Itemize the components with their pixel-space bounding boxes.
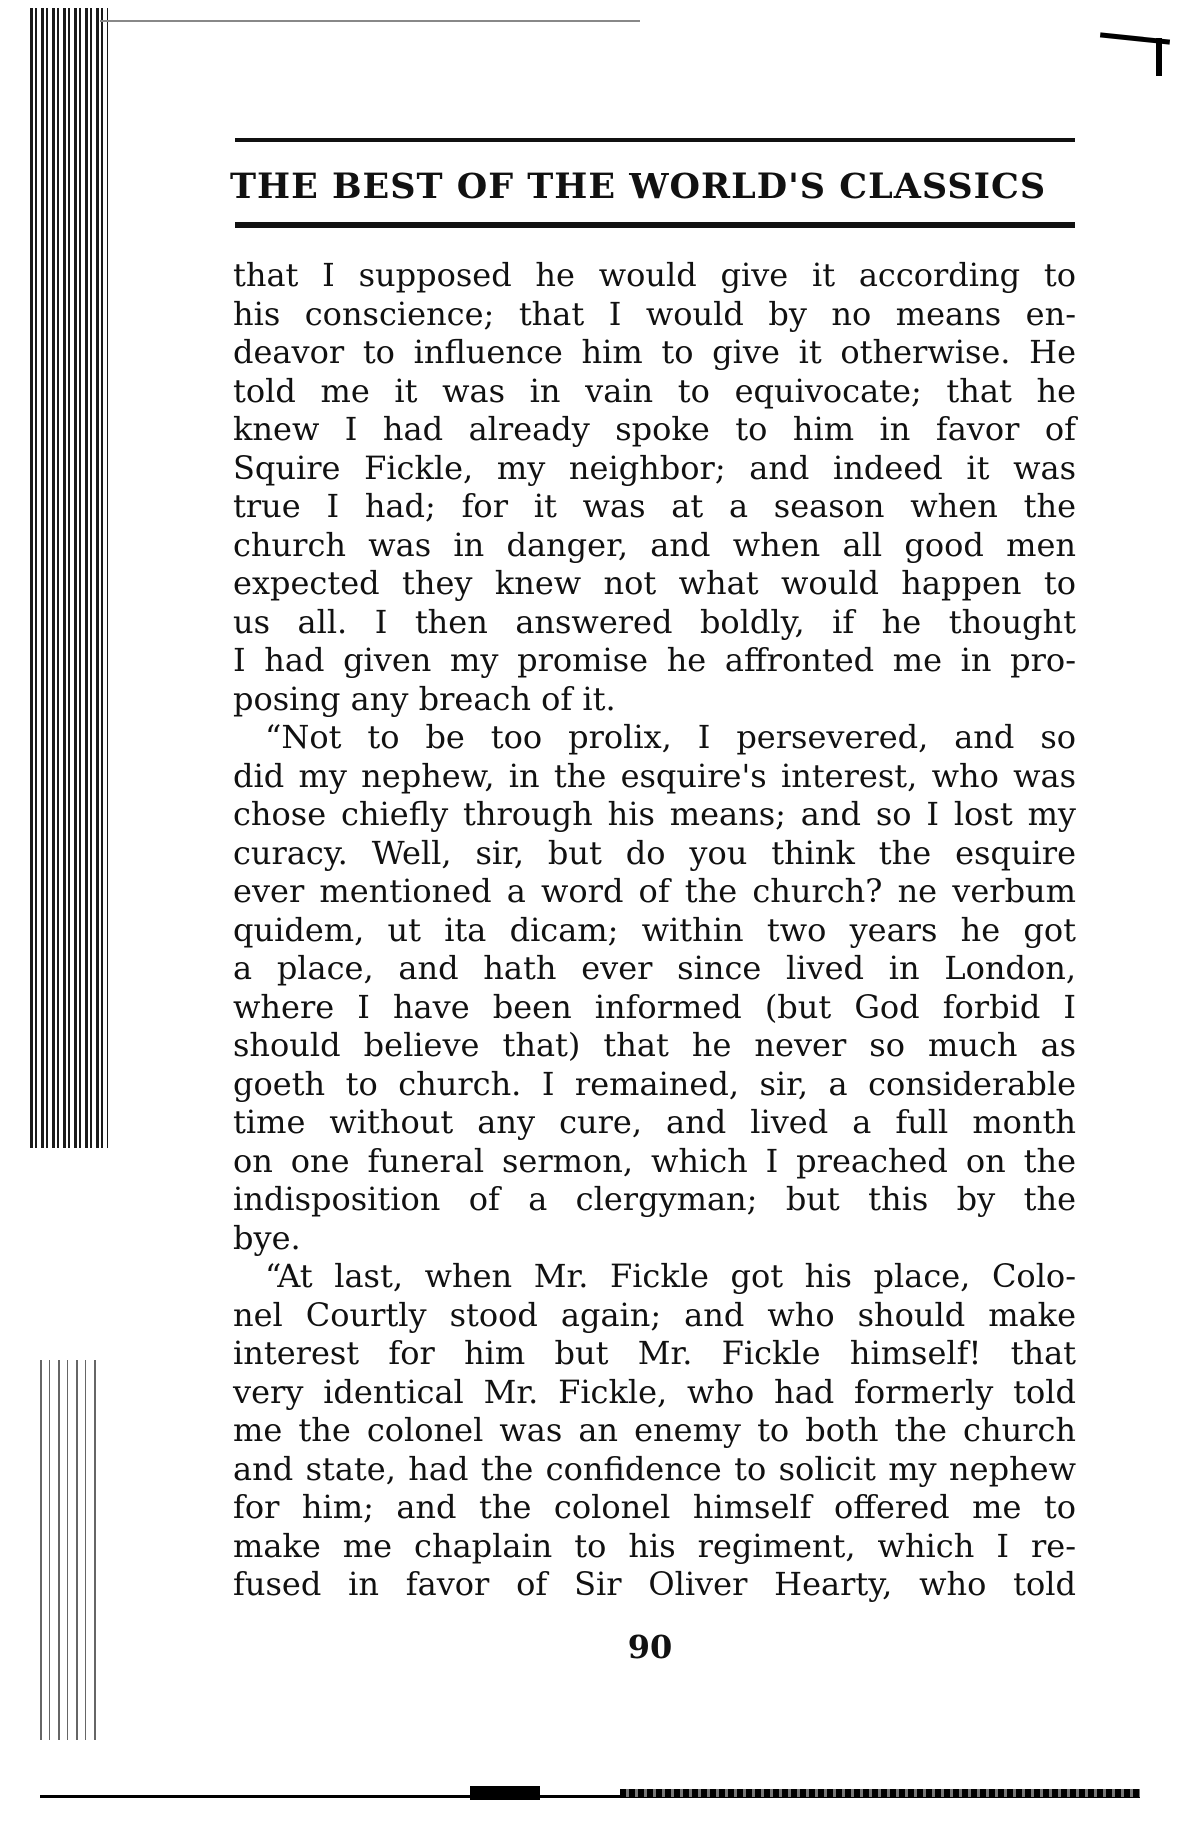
text-line: ever mentioned a word of the church? ne verbum <box>233 872 1076 910</box>
page-top-edge <box>100 20 640 22</box>
header-rule-top <box>235 138 1075 142</box>
text-line: curacy. Well, sir, but do you think the esquire <box>233 833 1076 872</box>
text-line: “At last, when Mr. Fickle got his place, Colo- <box>265 1257 1076 1295</box>
text-line: should believe that) that he never so much as <box>233 1026 1076 1064</box>
text-line: chose chiefly through his means; and so I lost my <box>233 795 1076 833</box>
header-rule-bottom <box>235 222 1075 228</box>
text-line: a place, and hath ever since lived in London, <box>233 949 1076 987</box>
text-line: bye. <box>233 1218 301 1257</box>
text-line: “Not to be too prolix, I persevered, and so <box>265 718 1076 756</box>
text-line: told me it was in vain to equivocate; that he <box>233 371 1076 410</box>
text-line: quidem, ut ita dicam; within two years he got <box>233 910 1076 949</box>
text-line: that I supposed he would give it according to <box>233 256 1076 294</box>
text-line: goeth to church. I remained, sir, a considerable <box>233 1064 1076 1103</box>
text-line: on one funeral sermon, which I preached on the <box>233 1141 1076 1180</box>
text-line: knew I had already spoke to him in favor of <box>233 410 1076 448</box>
text-line: for him; and the colonel himself offered me to <box>233 1488 1076 1526</box>
text-line: Squire Fickle, my neighbor; and indeed it was <box>233 448 1076 487</box>
text-line: church was in danger, and when all good men <box>233 525 1076 564</box>
text-line: I had given my promise he affronted me in pro- <box>233 641 1076 679</box>
text-line: time without any cure, and lived a full month <box>233 1103 1076 1141</box>
body-text <box>233 256 1076 1604</box>
text-line: fused in favor of Sir Oliver Hearty, who told <box>233 1565 1076 1603</box>
text-line: make me chaplain to his regiment, which I re- <box>233 1526 1076 1565</box>
page-number: 90 <box>627 1628 673 1666</box>
bottom-smudge-right <box>620 1789 1140 1797</box>
text-line: his conscience; that I would by no means en- <box>233 294 1076 333</box>
text-line: did my nephew, in the esquire's interest, who was <box>233 756 1076 795</box>
text-line: us all. I then answered boldly, if he thought <box>233 602 1076 641</box>
text-line: posing any breach of it. <box>233 679 616 718</box>
text-line: interest for him but Mr. Fickle himself! that <box>233 1334 1076 1372</box>
text-line: indisposition of a clergyman; but this by the <box>233 1180 1076 1218</box>
text-line: true I had; for it was at a season when the <box>233 487 1076 525</box>
text-line: deavor to influence him to give it otherwise. He <box>233 333 1076 371</box>
binding-shadow <box>30 8 108 1148</box>
corner-mark-vertical <box>1156 38 1162 76</box>
text-line: and state, had the confidence to solicit my nephew <box>233 1449 1076 1488</box>
binding-shadow-lower <box>40 1360 100 1740</box>
text-line: nel Courtly stood again; and who should make <box>233 1295 1076 1334</box>
bottom-smudge <box>470 1786 540 1800</box>
text-line: where I have been informed (but God forbid I <box>233 987 1076 1026</box>
text-line: expected they knew not what would happen to <box>233 564 1076 602</box>
running-head: THE BEST OF THE WORLD'S CLASSICS <box>230 166 1047 207</box>
text-line: me the colonel was an enemy to both the church <box>233 1411 1076 1449</box>
text-line: very identical Mr. Fickle, who had formerly told <box>233 1372 1076 1411</box>
